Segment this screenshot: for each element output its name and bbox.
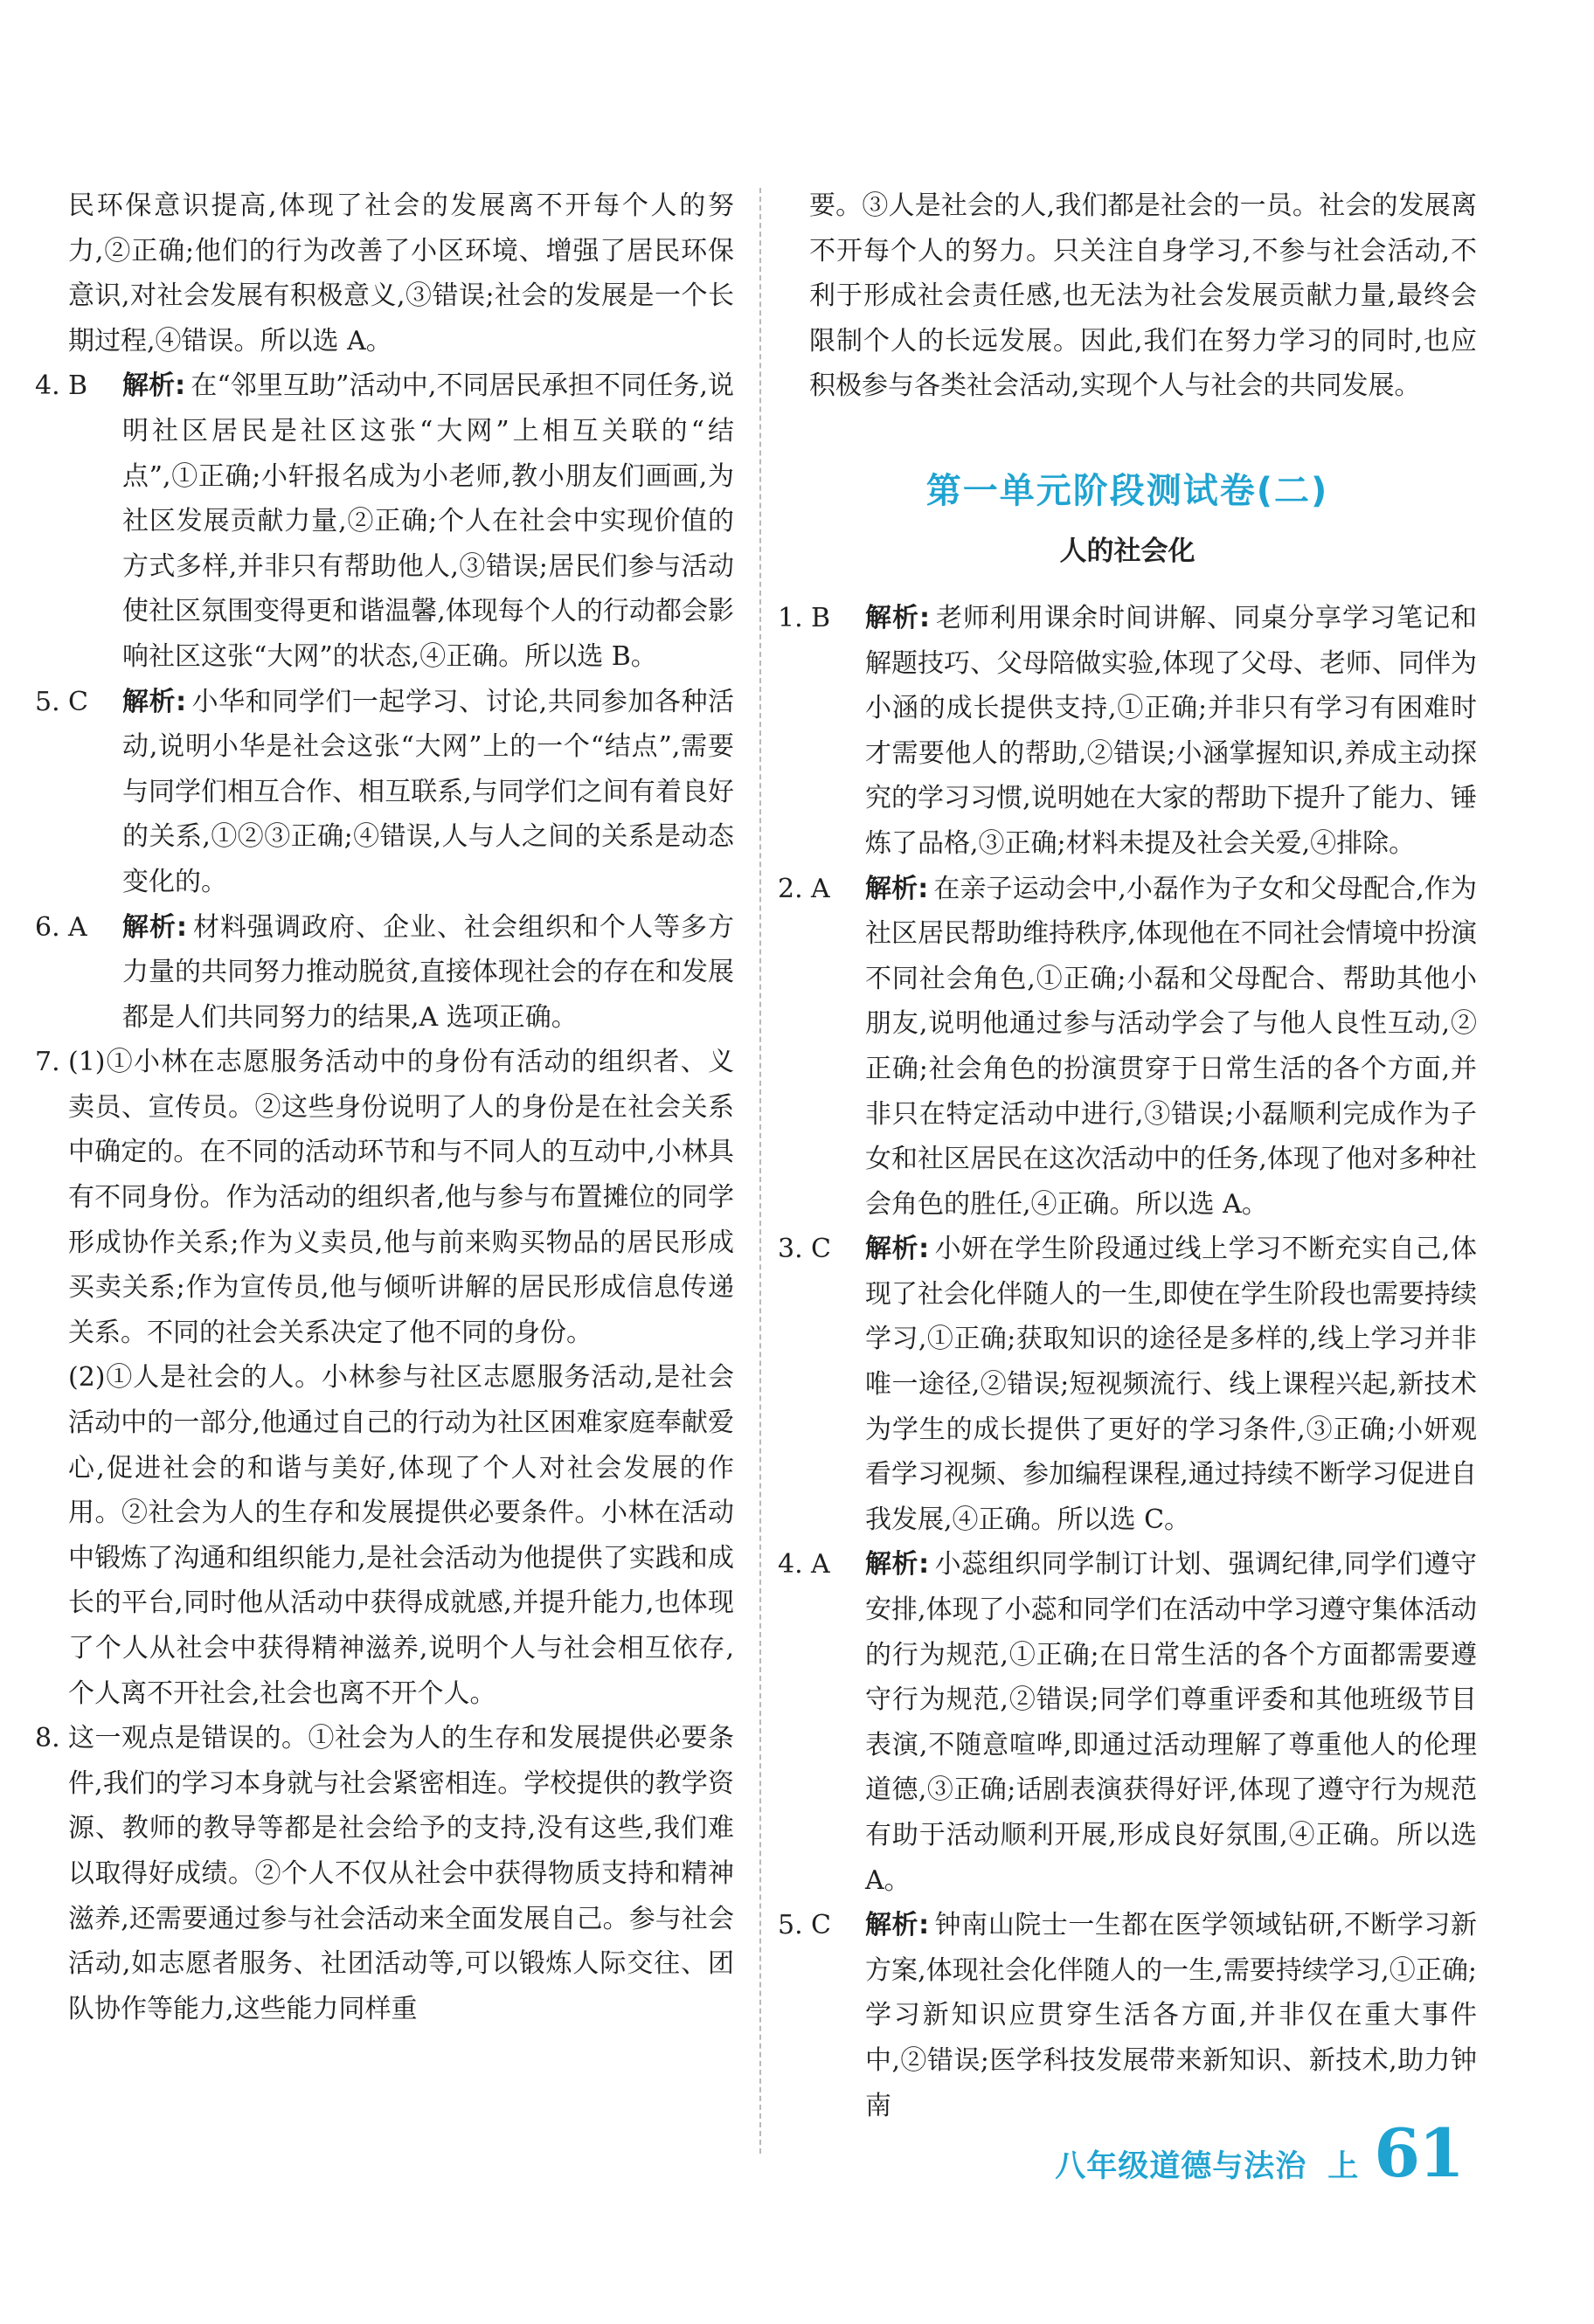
question-number: 5. [35, 686, 60, 717]
question-number: 6. [35, 911, 60, 943]
explanation-label: 解析: [865, 873, 929, 904]
subject-label: 八年级道德与法治 [1055, 2149, 1307, 2184]
explanation [122, 363, 734, 679]
explanation [865, 596, 1477, 867]
question-number: 1. [778, 602, 803, 633]
explanation-text: 在亲子运动会中,小磊作为子女和父母配合,作为社区居民帮助维持秩序,体现他在不同社会情境中扮演不同社会角色,①正确;小磊和父母配合、帮助其他小朋友,说明他通过参与活动学会了与他人良性互动,②正确;社会角色的扮演贯穿于日常生活的各个方面,并非只在特定活动中进行,③错误;小磊顺利完成作为子女和社区居民在这次活动中的任务,体现了他对多种社会角色的胜任,④正确。所以选 A。 [865, 873, 1478, 1220]
question-number: 4. [778, 1549, 803, 1580]
question-4 [35, 363, 734, 679]
page-footer [1055, 2114, 1463, 2192]
question-7 [35, 1040, 734, 1355]
explanation-label: 解析: [122, 686, 187, 717]
explanation [865, 1903, 1477, 2128]
explanation-text: 材料强调政府、企业、社会组织和个人等多方力量的共同努力推动脱贫,直接体现社会的存在和发展都是人们共同努力的结果,A 选项正确。 [122, 911, 734, 1033]
explanation-label: 解析: [865, 1234, 930, 1265]
question-number: 5. [778, 1910, 803, 1941]
answer-part-2: (2)①人是社会的人。小林参与社区志愿服务活动,是社会活动中的一部分,他通过自己的行动为社区困难家庭奉献爱心,促进社会的和谐与美好,体现了个人对社会发展的作用。②社会为人的生存和发展提供必要条件。小林在活动中锻炼了沟通和组织能力,是社会活动为他提供了实践和成长的平台,同时他从活动中获得成就感,并提升能力,也体现了个人从社会中获得精神滋养,说明个人与社会相互依存,个人离不开社会,社会也离不开个人。 [68, 1362, 734, 1709]
explanation [865, 1227, 1477, 1542]
explanation-label: 解析: [122, 911, 187, 943]
answer-letter: A [811, 1549, 830, 1580]
q8-continuation: 要。③人是社会的人,我们都是社会的一员。社会的发展离不开每个人的努力。只关注自身学习,不参与社会活动,不利于形成社会责任感,也无法为社会发展贡献力量,最终会限制个人的长远发展。因此,我们在努力学习的同时,也应积极参与各类社会活动,实现个人与社会的共同发展。 [809, 190, 1477, 402]
explanation [122, 905, 734, 1041]
question-1 [778, 596, 1477, 867]
question-number: 3. [778, 1234, 803, 1265]
explanation-label: 解析: [122, 370, 186, 402]
question-4b [778, 1542, 1477, 1903]
explanation-text: 在“邻里互助”活动中,不同居民承担不同任务,说明社区居民是社区这张“大网”上相互关联的“结点”,①正确;小轩报名成为小老师,教小朋友们画画,为社区发展贡献力量,②正确;个人在社会中实现价值的方式多样,并非只有帮助他人,③错误;居民们参与活动使社区氛围变得更和谐温馨,体现每个人的行动都会影响社区这张“大网”的状态,④正确。所以选 B。 [122, 370, 735, 672]
volume-label: 上 [1327, 2149, 1359, 2184]
section-title: 第一单元阶段测试卷(二) [925, 470, 1329, 511]
question-2 [778, 867, 1477, 1228]
answer-letter: B [68, 370, 88, 402]
explanation-text: 小蕊组织同学制订计划、强调纪律,同学们遵守安排,体现了小蕊和同学们在活动中学习遵守集体活动的行为规范,①正确;在日常生活的各个方面都需要遵守行为规范,②错误;同学们尊重评委和其他班级节目表演,不随意喧哗,即通过活动理解了尊重他人的伦理道德,③正确;话剧表演获得好评,体现了遵守行为规范有助于活动顺利开展,形成良好氛围,④正确。所以选 A。 [865, 1549, 1477, 1896]
explanation-text: 小妍在学生阶段通过线上学习不断充实自己,体现了社会化伴随人的一生,即使在学生阶段也需要持续学习,①正确;获取知识的途径是多样的,线上学习并非唯一途径,②错误;短视频流行、线上课程兴起,新技术为学生的成长提供了更好的学习条件,③正确;小妍观看学习视频、参加编程课程,通过持续不断学习促进自我发展,④正确。所以选 C。 [865, 1234, 1477, 1535]
question-6 [35, 905, 734, 1041]
explanation-text: 钟南山院士一生都在医学领域钻研,不断学习新方案,体现社会化伴随人的一生,需要持续学习,①正确;学习新知识应贯穿生活各方面,并非仅在重大事件中,②错误;医学科技发展带来新知识、新技术,助力钟南 [865, 1910, 1477, 2121]
section-subtitle: 人的社会化 [1059, 535, 1196, 567]
question-number: 4. [35, 370, 60, 402]
explanation-text: 小华和同学们一起学习、讨论,共同参加各种活动,说明小华是社会这张“大网”上的一个“结点”,需要与同学们相互合作、相互联系,与同学们之间有着良好的关系,①②③正确;④错误,人与人之间的关系是动态变化的。 [122, 686, 734, 897]
answer-text: 这一观点是错误的。①社会为人的生存和发展提供必要条件,我们的学习本身就与社会紧密相连。学校提供的教学资源、教师的教导等都是社会给予的支持,没有这些,我们难以取得好成绩。②个人不仅从社会中获得物质支持和精神滋养,还需要通过参与社会活动来全面发展自己。参与社会活动,如志愿者服务、社团活动等,可以锻炼人际交往、团队协作等能力,这些能力同样重 [68, 1723, 734, 2024]
answer-letter: A [68, 911, 87, 943]
question-3 [778, 1227, 1477, 1542]
explanation [122, 680, 734, 905]
right-column [778, 183, 1477, 2128]
explanation-label: 解析: [865, 1549, 930, 1580]
question-number: 7. [35, 1047, 60, 1078]
left-column [35, 183, 734, 2031]
answer-letter: B [811, 602, 831, 633]
explanation-label: 解析: [865, 602, 930, 633]
answer-letter: A [811, 873, 830, 904]
page-number: 61 [1374, 2114, 1463, 2192]
answer-letter: C [811, 1910, 831, 1941]
explanation-text: 老师利用课余时间讲解、同桌分享学习笔记和解题技巧、父母陪做实验,体现了父母、老师、同伴为小涵的成长提供支持,①正确;并非只有学习有困难时才需要他人的帮助,②错误;小涵掌握知识,养成主动探究的学习习惯,说明她在大家的帮助下提升了能力、锤炼了品格,③正确;材料未提及社会关爱,④排除。 [865, 602, 1477, 859]
column-divider [759, 188, 761, 2154]
explanation-label: 解析: [865, 1910, 930, 1941]
explanation [865, 867, 1477, 1228]
question-number: 2. [778, 873, 803, 904]
answer-letter: C [811, 1234, 831, 1265]
question-5b [778, 1903, 1477, 2128]
answer-letter: C [68, 686, 88, 717]
question-number: 8. [35, 1723, 60, 1754]
answer-part-1: (1)①小林在志愿服务活动中的身份有活动的组织者、义卖员、宣传员。②这些身份说明了人的身份是在社会关系中确定的。在不同的活动环节和与不同人的互动中,小林具有不同身份。作为活动的组织者,他与参与布置摊位的同学形成协作关系;作为义卖员,他与前来购买物品的居民形成买卖关系;作为宣传员,他与倾听讲解的居民形成信息传递关系。不同的社会关系决定了他不同的身份。 [68, 1047, 734, 1348]
q3-continuation: 民环保意识提高,体现了社会的发展离不开每个人的努力,②正确;他们的行为改善了小区环境、增强了居民环保意识,对社会发展有积极意义,③错误;社会的发展是一个长期过程,④错误。所以选 A。 [68, 190, 734, 356]
question-5 [35, 680, 734, 905]
question-8 [35, 1716, 734, 2031]
explanation [865, 1542, 1477, 1903]
